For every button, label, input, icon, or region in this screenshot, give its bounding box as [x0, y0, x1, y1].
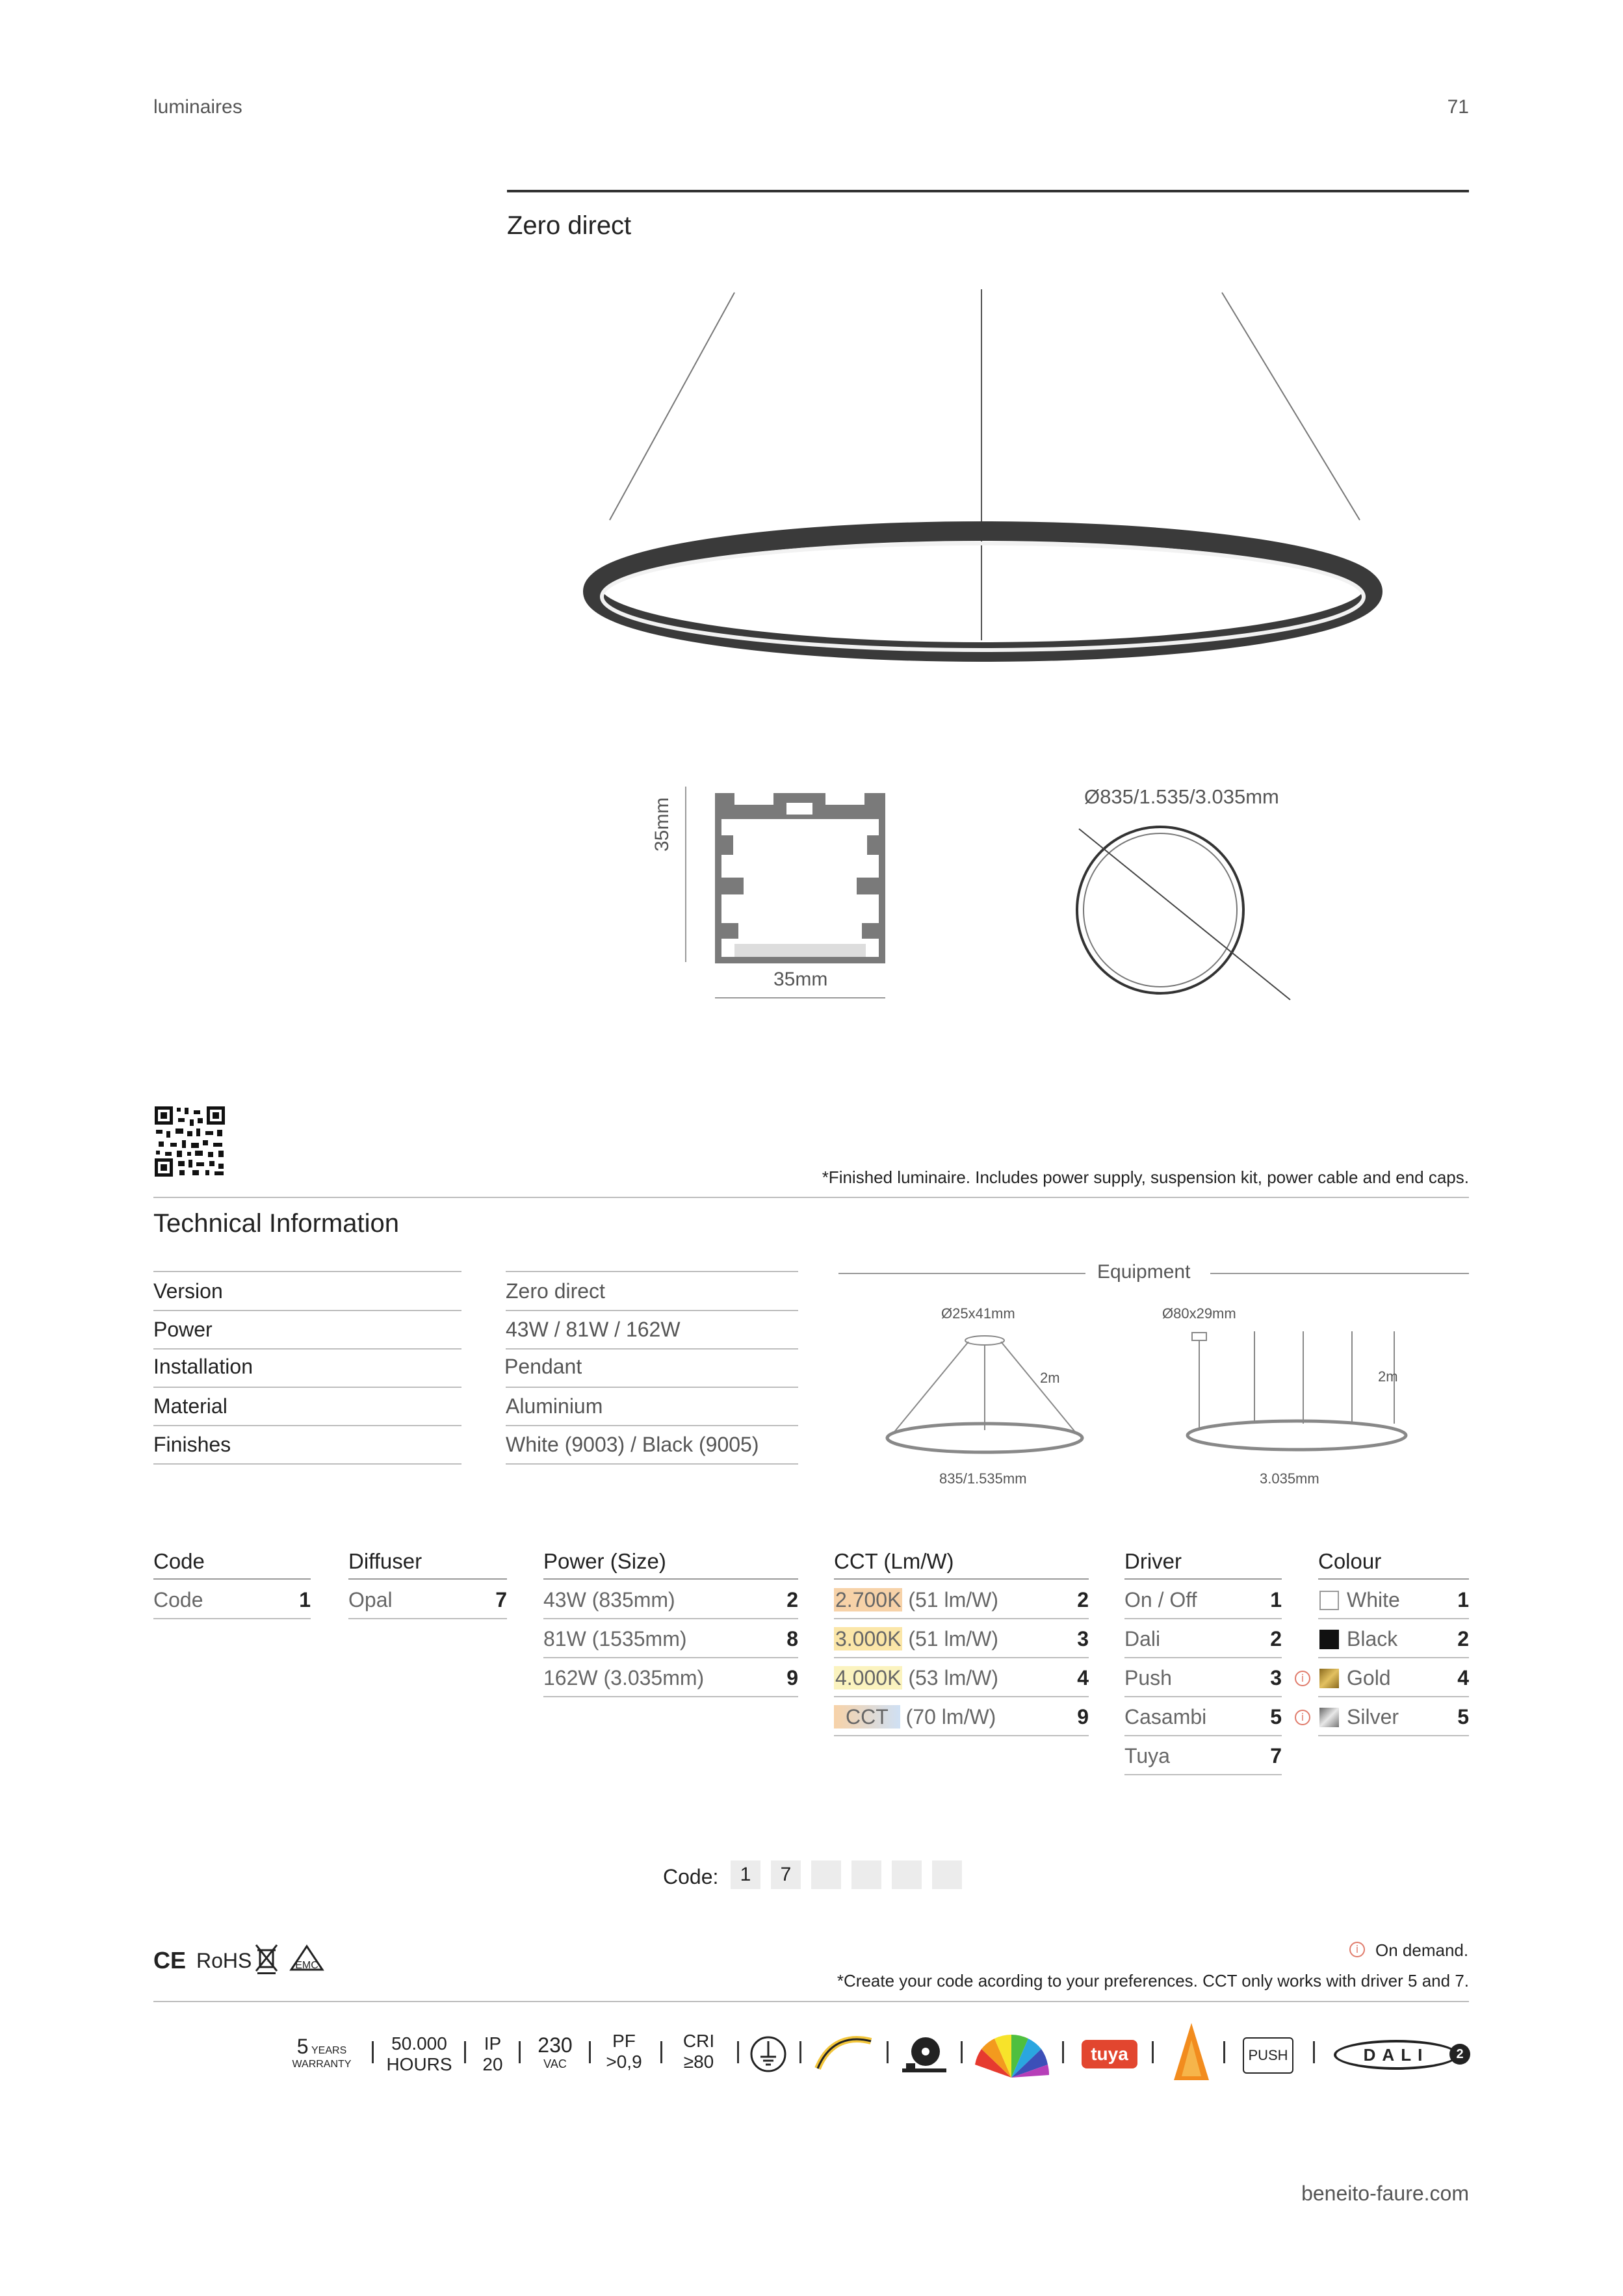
silver-swatch [1319, 1708, 1339, 1727]
weee-icon [253, 1942, 279, 1975]
profile-width-label: 35mm [773, 969, 828, 990]
tech-label-power: Power [153, 1318, 213, 1341]
cct-lm: (70 lm/W) [905, 1705, 996, 1729]
diameter-drawing [1066, 787, 1300, 1008]
emc-label: EMC [295, 1960, 318, 1971]
cct-lm: (51 lm/W) [908, 1627, 998, 1650]
black-swatch [1319, 1630, 1339, 1649]
power-option-label: 43W (835mm) [543, 1588, 675, 1611]
driver-option-num: 2 [1270, 1627, 1282, 1650]
tech-label-material: Material [153, 1394, 227, 1418]
cct-option [834, 1627, 998, 1651]
header-section: luminaires [153, 96, 242, 118]
lifetime-hours: 50.000 [391, 2033, 447, 2054]
white-swatch [1319, 1591, 1339, 1610]
equipment-left-bottom: 835/1.535mm [939, 1470, 1027, 1487]
power-option-label: 81W (1535mm) [543, 1627, 687, 1650]
info-icon: i [1349, 1942, 1365, 1957]
cct-lm: (51 lm/W) [908, 1588, 998, 1611]
equipment-right-drawing [1170, 1326, 1417, 1456]
cct-option [834, 1666, 998, 1690]
equipment-left-top: Ø25x41mm [941, 1305, 1015, 1322]
ip-label: IP [484, 2033, 502, 2054]
driver-option-label: Tuya [1124, 1744, 1170, 1768]
weee-label: WEEE [266, 1962, 268, 1963]
colour-option-num: 1 [1457, 1588, 1469, 1611]
qr-code[interactable] [153, 1105, 226, 1178]
warranty-label: WARRANTY [292, 2059, 352, 2070]
on-demand-note: On demand. [1375, 1940, 1469, 1960]
equipment-left-cable: 2m [1040, 1370, 1060, 1386]
driver-option-label: Push [1124, 1666, 1172, 1689]
voltage-unit: VAC [543, 2057, 567, 2070]
tech-label-finishes: Finishes [153, 1433, 231, 1456]
technical-title: Technical Information [153, 1209, 399, 1238]
tech-value-installation: Pendant [504, 1355, 582, 1378]
tech-label-installation: Installation [153, 1355, 253, 1378]
cct-temp: 2.700K [835, 1588, 902, 1611]
power-option-num: 2 [786, 1588, 798, 1611]
power-column-header: Power (Size) [543, 1549, 666, 1573]
website-link[interactable]: beneito-faure.com [1301, 2182, 1469, 2205]
code-slot[interactable] [892, 1860, 922, 1889]
colour-option-label: Silver [1347, 1705, 1399, 1729]
info-icon: i [1295, 1710, 1310, 1725]
product-title: Zero direct [507, 211, 632, 240]
profile-height-label: 35mm [651, 797, 673, 852]
tech-value-version: Zero direct [506, 1279, 605, 1303]
colour-option-num: 4 [1457, 1666, 1469, 1689]
rohs-mark: RoHS [196, 1949, 252, 1972]
gold-swatch [1319, 1669, 1339, 1688]
pf-feature [598, 2031, 650, 2072]
code-slot[interactable]: 7 [771, 1860, 801, 1889]
ip-value: 20 [482, 2054, 503, 2074]
power-option-num: 9 [786, 1666, 798, 1689]
page-number: 71 [1447, 96, 1469, 118]
divider [153, 1197, 1469, 1198]
cct-option-num: 3 [1077, 1627, 1089, 1650]
diameter-label: Ø835/1.535/3.035mm [1084, 785, 1279, 808]
diffuser-column-header: Diffuser [348, 1549, 422, 1573]
divider [153, 2001, 1469, 2002]
colour-option-label: Black [1347, 1627, 1398, 1650]
tech-value-material: Aluminium [506, 1394, 603, 1418]
cct-temp: CCT [834, 1705, 900, 1729]
dali-version-badge: 2 [1449, 2044, 1470, 2065]
warranty-years: 5 [296, 2035, 309, 2058]
pf-label: PF [612, 2031, 636, 2051]
tuya-logo: tuya [1082, 2040, 1137, 2068]
colour-spectrum-icon [974, 2022, 1049, 2080]
power-option-num: 8 [786, 1627, 798, 1650]
cct-option [834, 1588, 998, 1612]
diffuser-option-num: 7 [495, 1588, 507, 1611]
driver-option-num: 5 [1270, 1705, 1282, 1729]
cri-feature [669, 2031, 728, 2072]
code-option-num: 1 [299, 1588, 311, 1611]
voltage-value: 230 [538, 2033, 573, 2057]
equipment-right-cable: 2m [1378, 1368, 1398, 1385]
dimmable-saw-icon [900, 2032, 949, 2076]
code-builder-label: Code: [663, 1865, 719, 1888]
colour-option-num: 2 [1457, 1627, 1469, 1650]
equipment-right-bottom: 3.035mm [1260, 1470, 1319, 1487]
tech-value-finishes: White (9003) / Black (9005) [506, 1433, 759, 1456]
code-option-label: Code [153, 1588, 203, 1611]
dali-logo: DALI [1334, 2040, 1459, 2070]
cct-temp: 3.000K [835, 1627, 902, 1650]
code-slot[interactable] [851, 1860, 881, 1889]
title-rule [507, 190, 1469, 192]
equipment-right-top: Ø80x29mm [1162, 1305, 1236, 1322]
code-slot[interactable] [811, 1860, 841, 1889]
led-strip-icon [814, 2033, 875, 2075]
ring-diffuser [602, 543, 1364, 650]
driver-option-num: 3 [1270, 1666, 1282, 1689]
code-slot[interactable]: 1 [731, 1860, 760, 1889]
tech-label-version: Version [153, 1279, 223, 1303]
colour-option-num: 5 [1457, 1705, 1469, 1729]
casambi-icon [1171, 2020, 1212, 2083]
ip-feature [473, 2033, 512, 2075]
colour-option-label: Gold [1347, 1666, 1391, 1689]
driver-option-label: On / Off [1124, 1588, 1197, 1611]
earth-class-icon [749, 2035, 788, 2074]
cct-option-num: 4 [1077, 1666, 1089, 1689]
power-option-label: 162W (3.035mm) [543, 1666, 705, 1689]
warranty-years-label: YEARS [311, 2045, 347, 2056]
cct-option [834, 1705, 996, 1729]
lifetime-label: HOURS [386, 2054, 452, 2074]
push-icon: PUSH [1243, 2037, 1293, 2074]
info-icon: i [1295, 1671, 1310, 1686]
luminaire-illustration [572, 286, 1391, 663]
pf-value: >0,9 [606, 2052, 642, 2072]
colour-column-header: Colour [1318, 1549, 1382, 1573]
warranty-feature [286, 2035, 357, 2070]
driver-option-num: 1 [1270, 1588, 1282, 1611]
equipment-title: Equipment [1097, 1261, 1191, 1283]
emc-icon [289, 1944, 325, 1975]
cct-temp: 4.000K [835, 1666, 902, 1689]
code-slot[interactable] [932, 1860, 962, 1889]
equipment-left-drawing [877, 1326, 1092, 1456]
driver-option-num: 7 [1270, 1744, 1282, 1768]
cri-label: CRI [682, 2031, 715, 2051]
driver-column-header: Driver [1124, 1549, 1182, 1573]
suspension-wire-right [1222, 293, 1360, 520]
cri-value: ≥80 [683, 2052, 714, 2072]
code-column-header: Code [153, 1549, 205, 1573]
cct-column-header: CCT (Lm/W) [834, 1549, 954, 1573]
voltage-feature [529, 2033, 581, 2071]
tech-value-power: 43W / 81W / 162W [506, 1318, 681, 1341]
diffuser-option-label: Opal [348, 1588, 393, 1611]
create-code-note: *Create your code acording to your preferences. CCT only works with driver 5 and 7. [837, 1971, 1469, 1990]
driver-option-label: Casambi [1124, 1705, 1207, 1729]
cct-option-num: 9 [1077, 1705, 1089, 1729]
cct-option-num: 2 [1077, 1588, 1089, 1611]
colour-option-label: White [1347, 1588, 1400, 1611]
lifetime-feature [383, 2033, 455, 2075]
finished-note: *Finished luminaire. Includes power supply, suspension kit, power cable and end caps. [822, 1168, 1469, 1187]
cct-lm: (53 lm/W) [908, 1666, 998, 1689]
suspension-wire-left [610, 293, 734, 520]
ce-mark: CE [153, 1947, 187, 1974]
driver-option-label: Dali [1124, 1627, 1161, 1650]
